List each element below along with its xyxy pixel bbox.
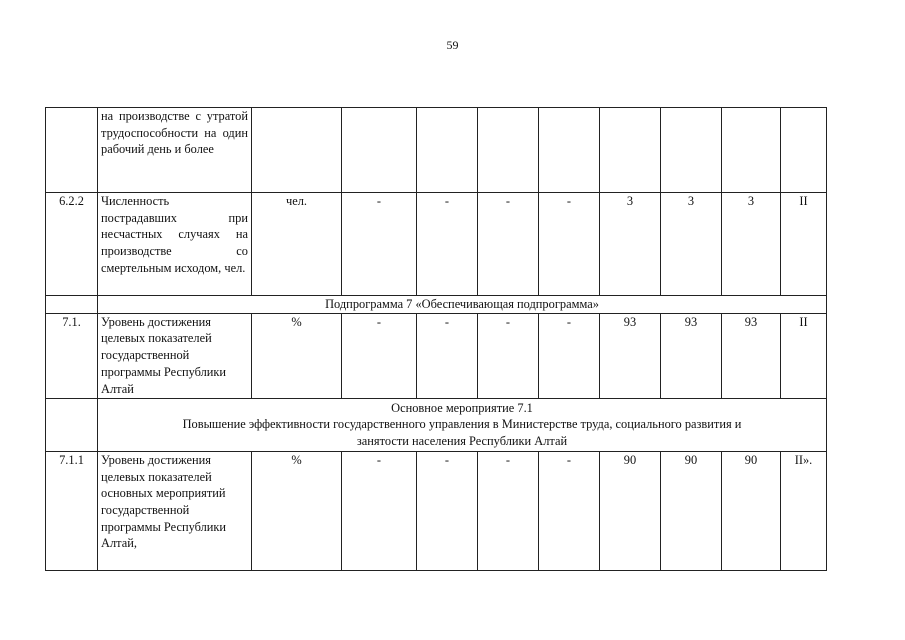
- main-activity-line: занятости населения Республики Алтай: [356, 434, 568, 449]
- category-cell: II: [781, 313, 827, 398]
- value-cell: [478, 108, 539, 193]
- section-row: [46, 398, 827, 451]
- value-cell: -: [417, 193, 478, 296]
- value-cell: -: [539, 451, 600, 570]
- value-cell: -: [539, 193, 600, 296]
- indicator-name: Численность пострадавших при несчастных случаях на производстве со смертельным исходом, чел.: [98, 193, 252, 296]
- row-number: 7.1.1: [46, 451, 98, 570]
- main-activity-line: Повышение эффективности государственного управления в Министерстве труда, социального развития и: [182, 417, 742, 432]
- empty-cell: [46, 398, 98, 451]
- empty-cell: [46, 296, 98, 314]
- table-row: [46, 451, 827, 570]
- main-activity-line: Основное мероприятие 7.1: [391, 400, 533, 415]
- category-cell: [781, 108, 827, 193]
- value-cell: 3: [600, 193, 661, 296]
- value-cell: 93: [722, 313, 781, 398]
- value-cell: -: [478, 193, 539, 296]
- value-cell: -: [342, 313, 417, 398]
- value-cell: 90: [661, 451, 722, 570]
- value-cell: -: [342, 193, 417, 296]
- value-cell: -: [539, 313, 600, 398]
- value-cell: 90: [722, 451, 781, 570]
- page-number: 59: [446, 38, 459, 52]
- main-activity-title: [98, 398, 827, 451]
- value-cell: -: [417, 451, 478, 570]
- value-cell: [600, 108, 661, 193]
- category-cell: II: [781, 193, 827, 296]
- value-cell: [722, 108, 781, 193]
- unit-cell: [252, 108, 342, 193]
- row-number: [46, 108, 98, 193]
- value-cell: [342, 108, 417, 193]
- value-cell: -: [478, 451, 539, 570]
- value-cell: 90: [600, 451, 661, 570]
- subprogram-title: Подпрограмма 7 «Обеспечивающая подпрограмма»: [98, 296, 827, 314]
- value-cell: -: [417, 313, 478, 398]
- value-cell: -: [342, 451, 417, 570]
- row-number: 7.1.: [46, 313, 98, 398]
- unit-cell: чел.: [252, 193, 342, 296]
- unit-cell: %: [252, 313, 342, 398]
- category-cell: II».: [781, 451, 827, 570]
- table-row: [46, 193, 827, 296]
- indicator-name: Уровень достижения целевых показателей государственной программы Республики Алтай: [98, 313, 252, 398]
- indicators-table: [45, 107, 827, 571]
- value-cell: 3: [661, 193, 722, 296]
- table-row: [46, 313, 827, 398]
- value-cell: 93: [600, 313, 661, 398]
- table-row: [46, 108, 827, 193]
- section-row: [46, 296, 827, 314]
- value-cell: [661, 108, 722, 193]
- value-cell: 93: [661, 313, 722, 398]
- value-cell: [539, 108, 600, 193]
- row-number: 6.2.2: [46, 193, 98, 296]
- indicator-name: на производстве с утратой трудоспособности на один рабочий день и более: [98, 108, 252, 193]
- indicator-name: Уровень достижения целевых показателей основных мероприятий государственной программы Республики Алтай,: [98, 451, 252, 570]
- value-cell: 3: [722, 193, 781, 296]
- value-cell: -: [478, 313, 539, 398]
- value-cell: [417, 108, 478, 193]
- unit-cell: %: [252, 451, 342, 570]
